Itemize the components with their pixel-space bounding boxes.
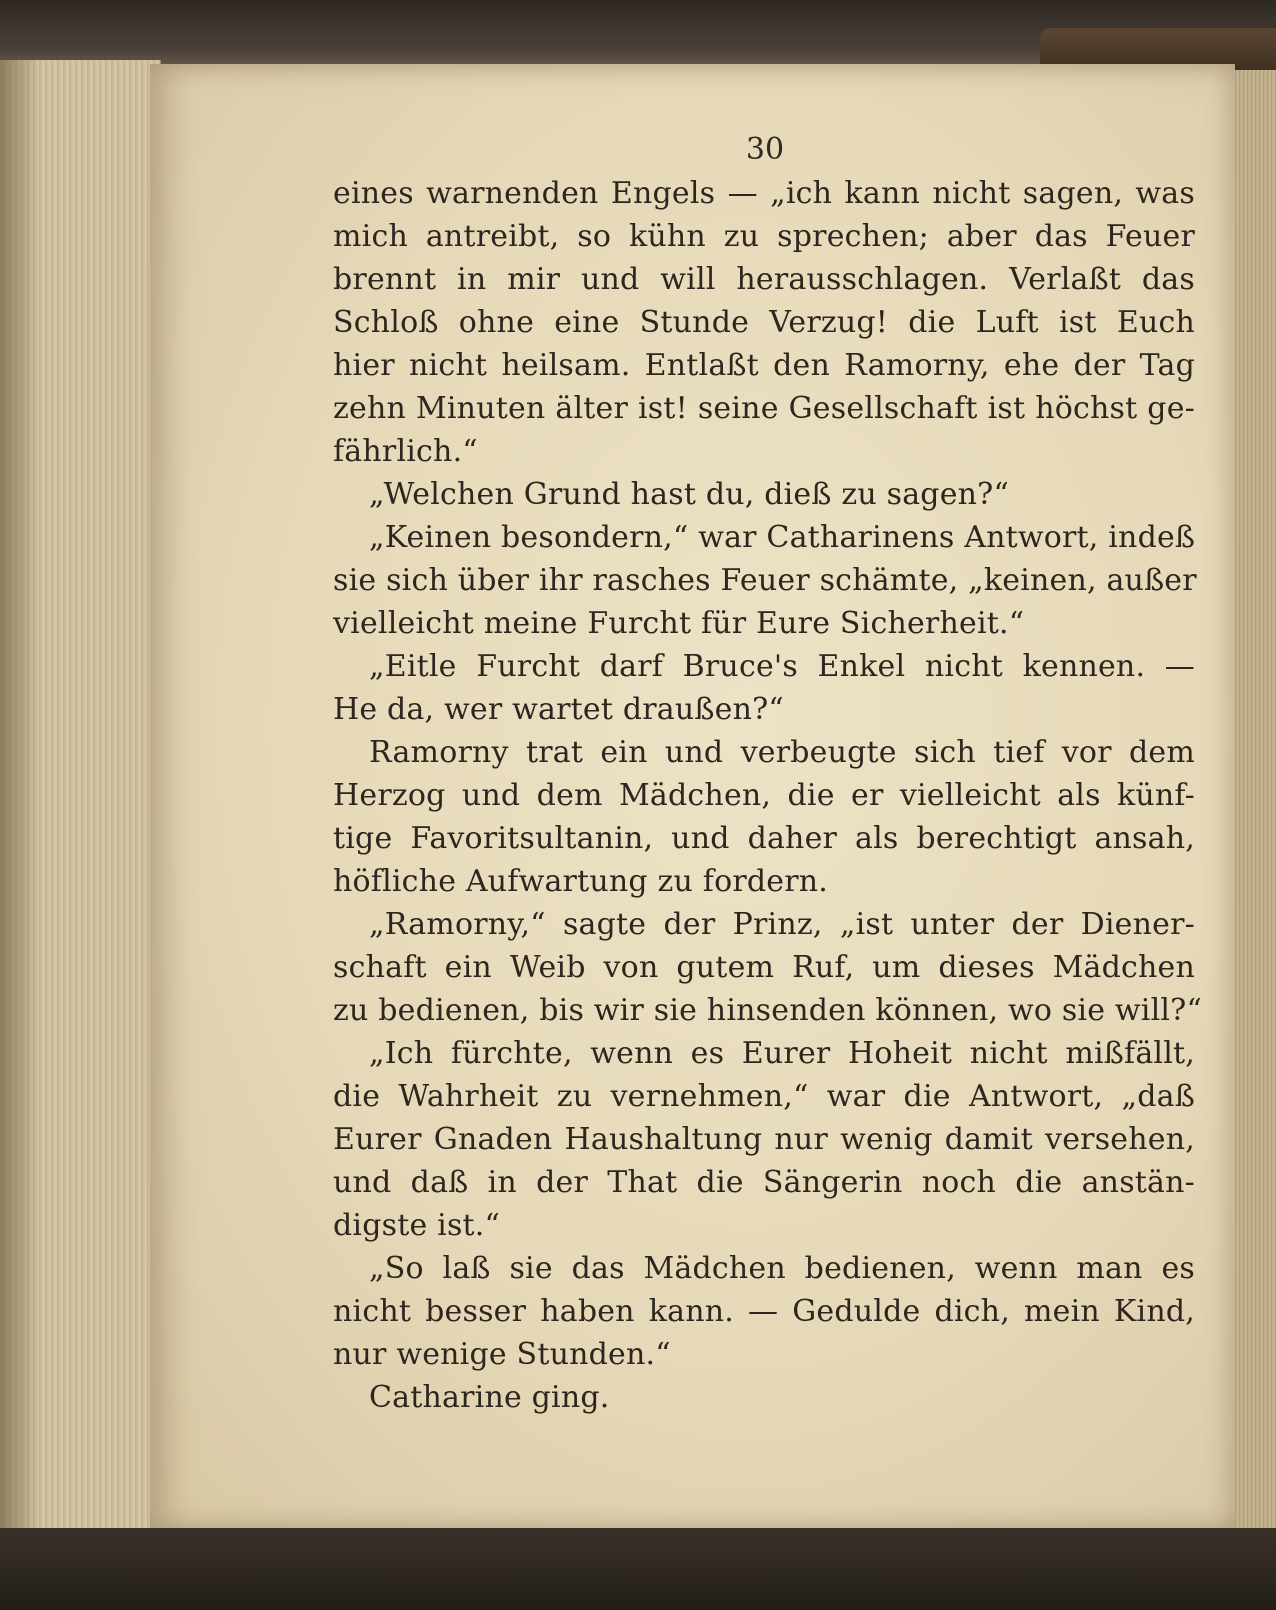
text-line: vielleicht meine Furcht für Eure Sicherheit.“ — [333, 606, 1025, 641]
text-line: eines warnenden Engels — „ich kann nicht sagen, was — [333, 176, 1195, 211]
page-text — [333, 172, 1202, 1419]
text-line: „So laß sie das Mädchen bedienen, wenn man es — [369, 1251, 1195, 1286]
text-line: zehn Minuten älter ist! seine Gesellschaft ist höchst ge- — [333, 391, 1195, 426]
text-line: und daß in der That die Sängerin noch die anstän- — [333, 1165, 1195, 1200]
text-line: brennt in mir und will herausschlagen. Verlaßt das — [333, 262, 1195, 297]
text-line: „Keinen besondern,“ war Catharinens Antwort, indeß — [369, 520, 1196, 555]
text-line: „Eitle Furcht darf Bruce's Enkel nicht kennen. — — [369, 649, 1195, 684]
text-line: höfliche Aufwartung zu fordern. — [333, 864, 829, 899]
text-line: mich antreibt, so kühn zu sprechen; aber das Feuer — [333, 219, 1195, 254]
text-line: Herzog und dem Mädchen, die er vielleicht als künf- — [333, 778, 1195, 813]
page-stack-left — [0, 60, 161, 1530]
page-number: 30 — [745, 132, 785, 167]
text-line: digste ist.“ — [333, 1208, 501, 1243]
text-line: He da, wer wartet draußen?“ — [333, 692, 784, 727]
text-line: „Welchen Grund hast du, dieß zu sagen?“ — [369, 477, 1009, 512]
text-line: die Wahrheit zu vernehmen,“ war die Antwort, „daß — [333, 1079, 1195, 1114]
text-line: hier nicht heilsam. Entlaßt den Ramorny, ehe der Tag — [333, 348, 1195, 383]
text-line: nur wenige Stunden.“ — [333, 1337, 671, 1372]
text-line: nicht besser haben kann. — Gedulde dich, mein Kind, — [333, 1294, 1195, 1329]
text-line: Ramorny trat ein und verbeugte sich tief vor dem — [369, 735, 1195, 770]
text-line: Schloß ohne eine Stunde Verzug! die Luft ist Euch — [333, 305, 1195, 340]
book-bottom-edge — [0, 1528, 1276, 1610]
text-line: „Ich fürchte, wenn es Eurer Hoheit nicht mißfällt, — [369, 1036, 1195, 1071]
text-line: sie sich über ihr rasches Feuer schämte, „keinen, außer — [333, 563, 1197, 598]
text-line: schaft ein Weib von gutem Ruf, um dieses Mädchen — [333, 950, 1195, 985]
text-line: zu bedienen, bis wir sie hinsenden können, wo sie will?“ — [333, 993, 1202, 1028]
text-line: Eurer Gnaden Haushaltung nur wenig damit versehen, — [333, 1122, 1195, 1157]
text-line: Catharine ging. — [369, 1380, 610, 1415]
page-stack-right — [1232, 70, 1276, 1530]
text-line: „Ramorny,“ sagte der Prinz, „ist unter der Diener- — [369, 907, 1195, 942]
text-line: fährlich.“ — [333, 434, 478, 469]
text-line: tige Favoritsultanin, und daher als berechtigt ansah, — [333, 821, 1195, 856]
